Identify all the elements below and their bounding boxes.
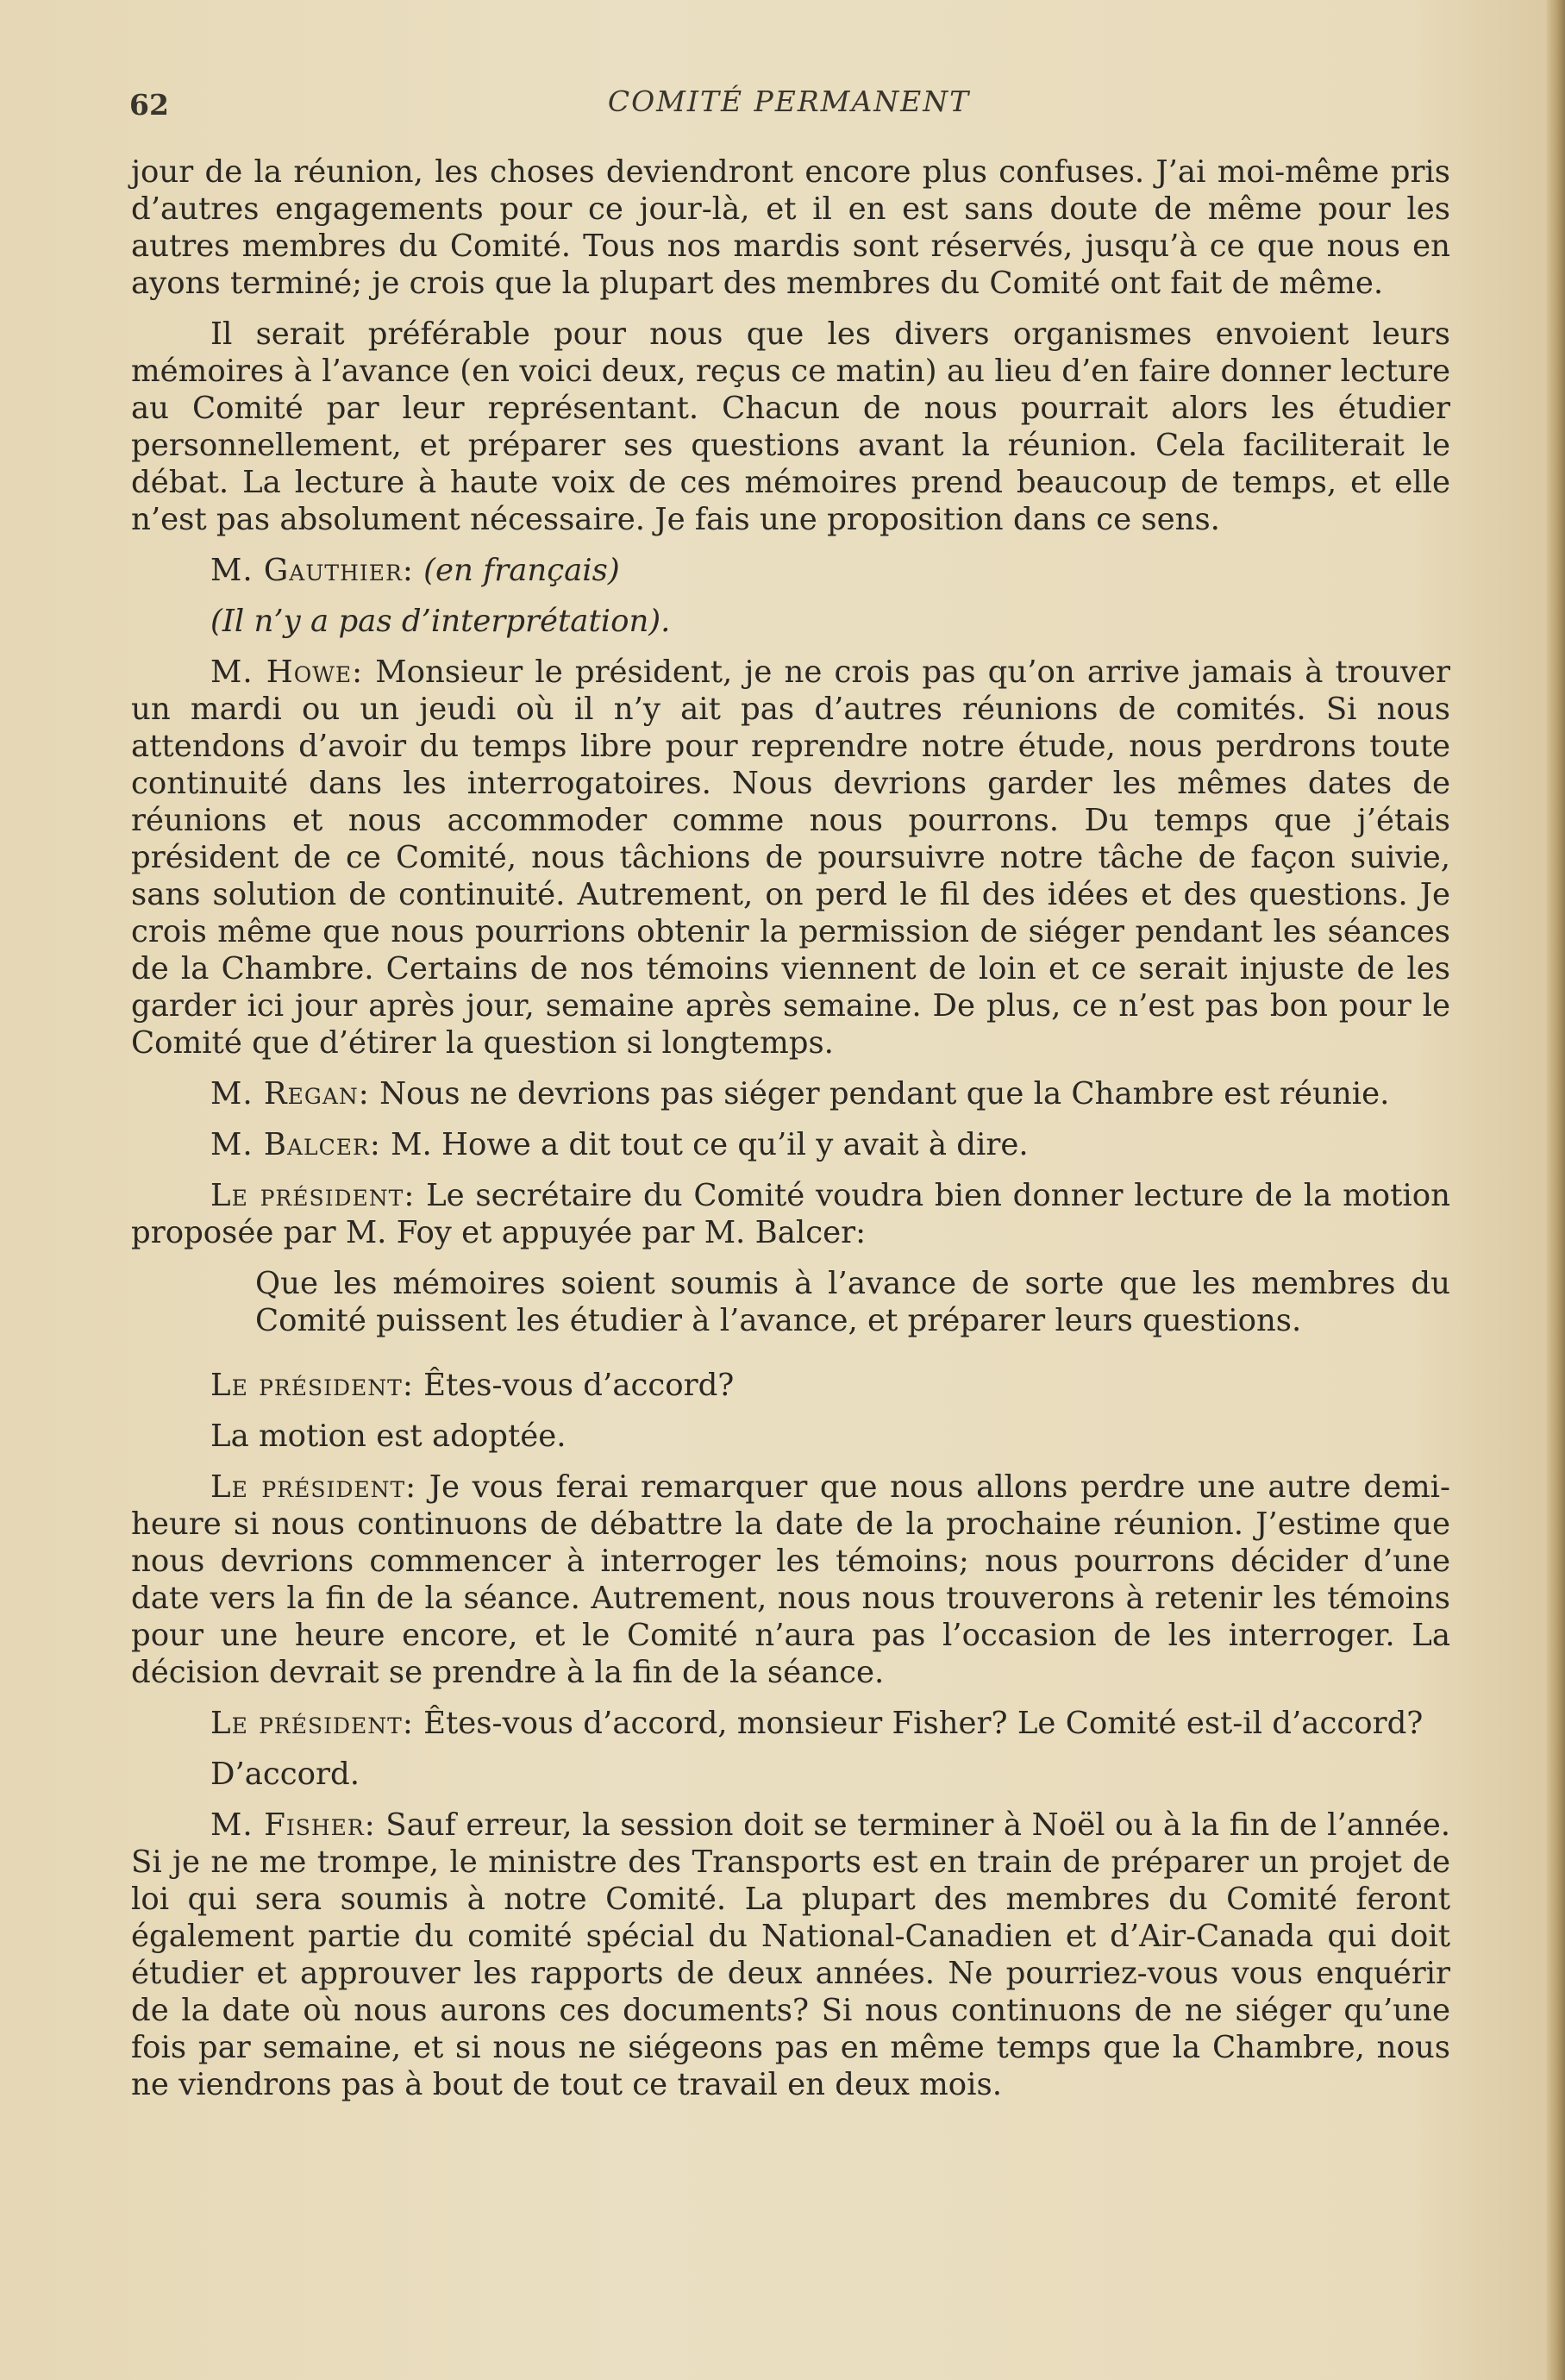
page-header bbox=[129, 79, 1449, 131]
speaker-name: Le président: bbox=[210, 1706, 414, 1741]
page-edge bbox=[1546, 0, 1565, 2380]
paragraph: La motion est adoptée. bbox=[210, 1419, 567, 1454]
motion-quote: Que les mémoires soient soumis à l’avance de sorte que les membres du Comité puissent les étudier à l’avance, et préparer leurs questions. bbox=[255, 1266, 1450, 1338]
speaker-name: Le président: bbox=[210, 1368, 414, 1403]
speech bbox=[131, 1367, 1450, 1404]
speech bbox=[131, 1075, 1450, 1112]
speaker-name: M. Howe: bbox=[210, 654, 364, 690]
speech bbox=[131, 1807, 1450, 2103]
speech bbox=[131, 654, 1450, 1062]
running-head: COMITÉ PERMANENT bbox=[607, 85, 971, 118]
speaker-name: M. Regan: bbox=[210, 1076, 370, 1112]
speaker-name: Le président: bbox=[210, 1178, 416, 1213]
speech bbox=[131, 1177, 1450, 1251]
speech bbox=[131, 1126, 1450, 1163]
paragraph: D’accord. bbox=[210, 1757, 360, 1792]
speech-text: Je vous ferai remarquer que nous allons perdre une autre demi-heure si nous continuons de débattre la date de la prochaine réunion. J’estime que nous devrions commencer à interroger les témoins; nous pourrons décider d’une date vers la fin de la séance. Autrement, nous nous trouverons à retenir les témoins pour une heure encore, et le Comité n’aura pas l’occasion de les interroger. La décision devrait se prendre à la fin de la séance. bbox=[131, 1469, 1450, 1690]
speech-text: M. Howe a dit tout ce qu’il y avait à dire. bbox=[391, 1127, 1029, 1162]
paragraph: jour de la réunion, les choses deviendront encore plus confuses. J’ai moi-même pris d’autres engagements pour ce jour-là, et il en est sans doute de même pour les autres membres du Comité. Tous nos mardis sont réservés, jusqu’à ce que nous en ayons terminé; je crois que la plupart des membres du Comité ont fait de même. bbox=[131, 154, 1450, 301]
speech bbox=[131, 552, 1450, 589]
speech-text: Êtes-vous d’accord? bbox=[423, 1368, 735, 1403]
speaker-name: Le président: bbox=[210, 1469, 417, 1505]
speaker-name: M. Fisher: bbox=[210, 1807, 376, 1843]
speech bbox=[131, 1469, 1450, 1691]
speech-text: Le secrétaire du Comité voudra bien donner lecture de la motion proposée par M. Foy et appuyée par M. Balcer: bbox=[131, 1178, 1450, 1250]
speech bbox=[131, 1705, 1450, 1742]
speech-text: Sauf erreur, la session doit se terminer à Noël ou à la fin de l’année. Si je ne me trompe, le ministre des Transports est en train de préparer un projet de loi qui sera soumis à notre Comité. La plupart des membres du Comité feront également partie du comité spécial du National-Canadien et d’Air-Canada qui doit étudier et approuver les rapports de deux années. Ne pourriez-vous vous enquérir de la date où nous aurons ces documents? Si nous continuons de ne siéger qu’une fois par semaine, et si nous ne siégeons pas en même temps que la Chambre, nous ne viendrons pas à bout de tout ce travail en deux mois. bbox=[131, 1807, 1451, 2102]
paragraph: Il serait préférable pour nous que les divers organismes envoient leurs mémoires à l’avance (en voici deux, reçus ce matin) au lieu d’en faire donner lecture au Comité par leur représentant. Chacun de nous pourrait alors les étudier personnellement, et préparer ses questions avant la réunion. Cela faciliterait le débat. La lecture à haute voix de ces mémoires prend beaucoup de temps, et elle n’est pas absolument nécessaire. Je fais une proposition dans ce sens. bbox=[131, 316, 1450, 537]
stage-direction: (Il n’y a pas d’interprétation). bbox=[210, 604, 671, 639]
page-number: 62 bbox=[129, 88, 169, 122]
speaker-name: M. Balcer: bbox=[210, 1127, 381, 1162]
document-body bbox=[131, 153, 1450, 2117]
speech-text: Nous ne devrions pas siéger pendant que la Chambre est réunie. bbox=[379, 1076, 1390, 1112]
speech-text: Monsieur le président, je ne crois pas qu’on arrive jamais à trouver un mardi ou un jeudi où il n’y ait pas d’autres réunions de comités. Si nous attendons d’avoir du temps libre pour reprendre notre étude, nous perdrons toute continuité dans les interrogatoires. Nous devrions garder les mêmes dates de réunions et nous accommoder comme nous pourrons. Du temps que j’étais président de ce Comité, nous tâchions de poursuivre notre tâche de façon suivie, sans solution de continuité. Autrement, on perd le fil des idées et des questions. Je crois même que nous pourrions obtenir la permission de siéger pendant les séances de la Chambre. Certains de nos témoins viennent de loin et ce serait injuste de les garder ici jour après jour, semaine après semaine. De plus, ce n’est pas bon pour le Comité que d’étirer la question si longtemps. bbox=[131, 654, 1450, 1061]
speaker-name: M. Gauthier: bbox=[210, 553, 414, 588]
speech-text: (en français) bbox=[423, 553, 620, 588]
speech-text: Êtes-vous d’accord, monsieur Fisher? Le Comité est-il d’accord? bbox=[423, 1706, 1424, 1741]
